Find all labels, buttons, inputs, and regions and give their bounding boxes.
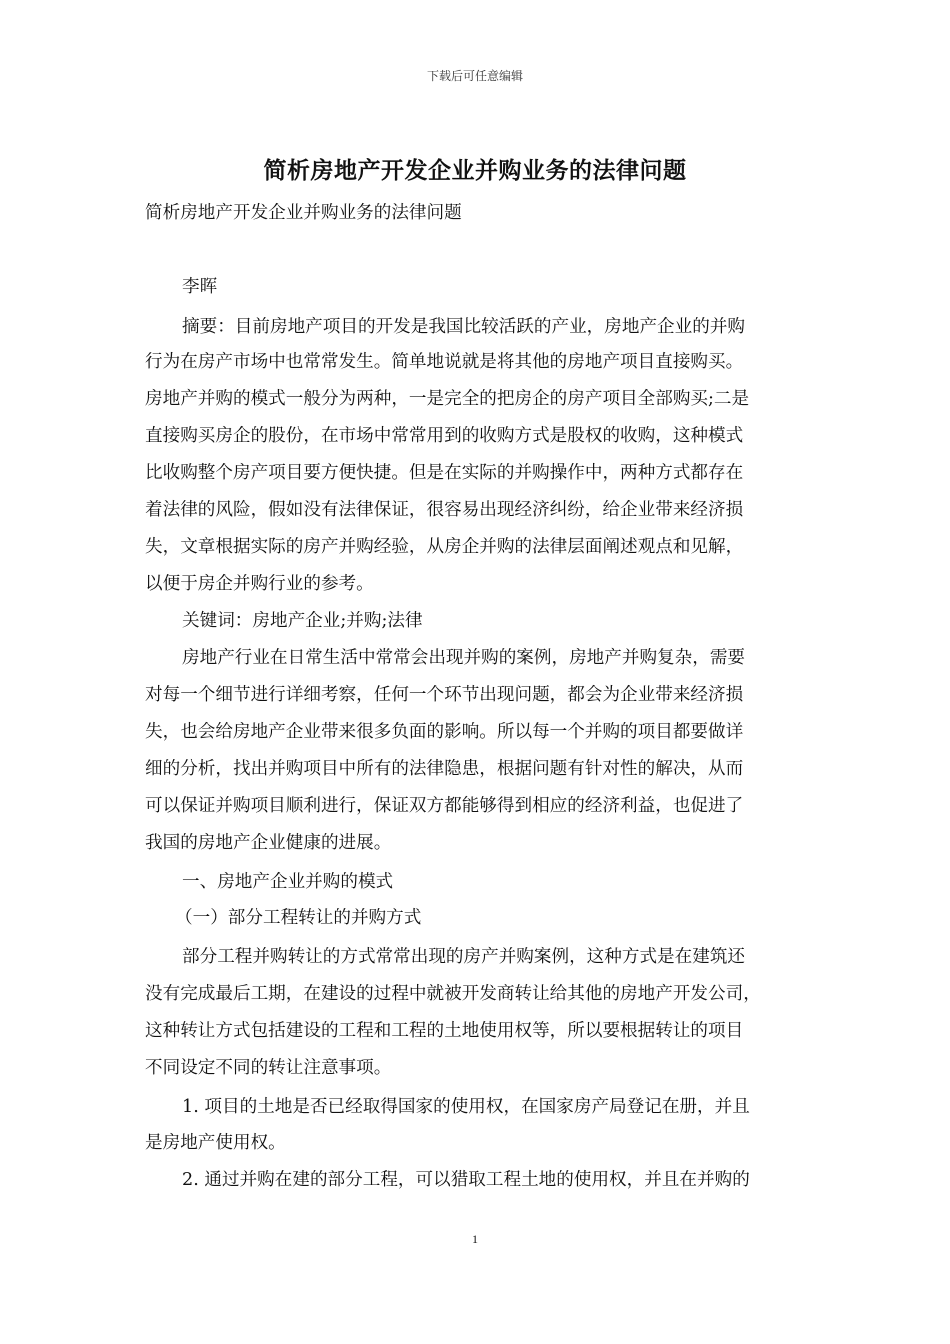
body-line: 我国的房地产企业健康的进展。 <box>145 833 392 853</box>
body-line: 可以保证并购项目顺利进行，保证双方都能够得到相应的经济利益，也促进了 <box>145 796 744 816</box>
abstract-line: 失，文章根据实际的房产并购经验，从房企并购的法律层面阐述观点和见解， <box>145 537 744 557</box>
abstract-line: 房地产并购的模式一般分为两种，一是完全的把房企的房产项目全部购买;二是 <box>145 389 750 409</box>
abstract-line: 着法律的风险，假如没有法律保证，很容易出现经济纠纷，给企业带来经济损 <box>145 500 744 520</box>
body-line: 部分工程并购转让的方式常常出现的房产并购案例，这种方式是在建筑还 <box>182 947 746 967</box>
subtitle-line: 简析房地产开发企业并购业务的法律问题 <box>145 203 462 223</box>
subsection-heading: （一）部分工程转让的并购方式 <box>175 908 422 928</box>
page-number: 1 <box>472 1232 478 1246</box>
body-line: 没有完成最后工期，在建设的过程中就被开发商转让给其他的房地产开发公司， <box>145 984 761 1004</box>
list-item-continuation: 是房地产使用权。 <box>145 1133 286 1153</box>
section-heading: 一、房地产企业并购的模式 <box>182 872 394 892</box>
document-title: 简析房地产开发企业并购业务的法律问题 <box>263 158 687 184</box>
body-line: 失，也会给房地产企业带来很多负面的影响。所以每一个并购的项目都要做详 <box>145 722 744 742</box>
abstract-line: 比收购整个房产项目要方便快捷。但是在实际的并购操作中，两种方式都存在 <box>145 463 744 483</box>
abstract-line: 直接购买房企的股份，在市场中常常用到的收购方式是股权的收购，这种模式 <box>145 426 744 446</box>
author-name: 李晖 <box>182 277 218 297</box>
body-line: 对每一个细节进行详细考察，任何一个环节出现问题，都会为企业带来经济损 <box>145 685 744 705</box>
header-note: 下载后可任意编辑 <box>426 69 523 83</box>
abstract-line: 行为在房产市场中也常常发生。简单地说就是将其他的房地产项目直接购买。 <box>145 352 744 372</box>
body-line: 细的分析，找出并购项目中所有的法律隐患，根据问题有针对性的解决，从而 <box>145 759 744 779</box>
keywords-line: 关键词：房地产企业;并购;法律 <box>182 611 423 631</box>
body-line: 不同设定不同的转让注意事项。 <box>145 1058 392 1078</box>
abstract-line: 摘要：目前房地产项目的开发是我国比较活跃的产业，房地产企业的并购 <box>182 317 746 337</box>
abstract-line: 以便于房企并购行业的参考。 <box>145 574 374 594</box>
body-line: 房地产行业在日常生活中常常会出现并购的案例，房地产并购复杂，需要 <box>182 648 746 668</box>
list-item: 2. 通过并购在建的部分工程，可以猎取工程土地的使用权，并且在并购的 <box>182 1170 750 1190</box>
body-line: 这种转让方式包括建设的工程和工程的土地使用权等，所以要根据转让的项目 <box>145 1021 744 1041</box>
list-item: 1. 项目的土地是否已经取得国家的使用权，在国家房产局登记在册，并且 <box>182 1097 750 1117</box>
